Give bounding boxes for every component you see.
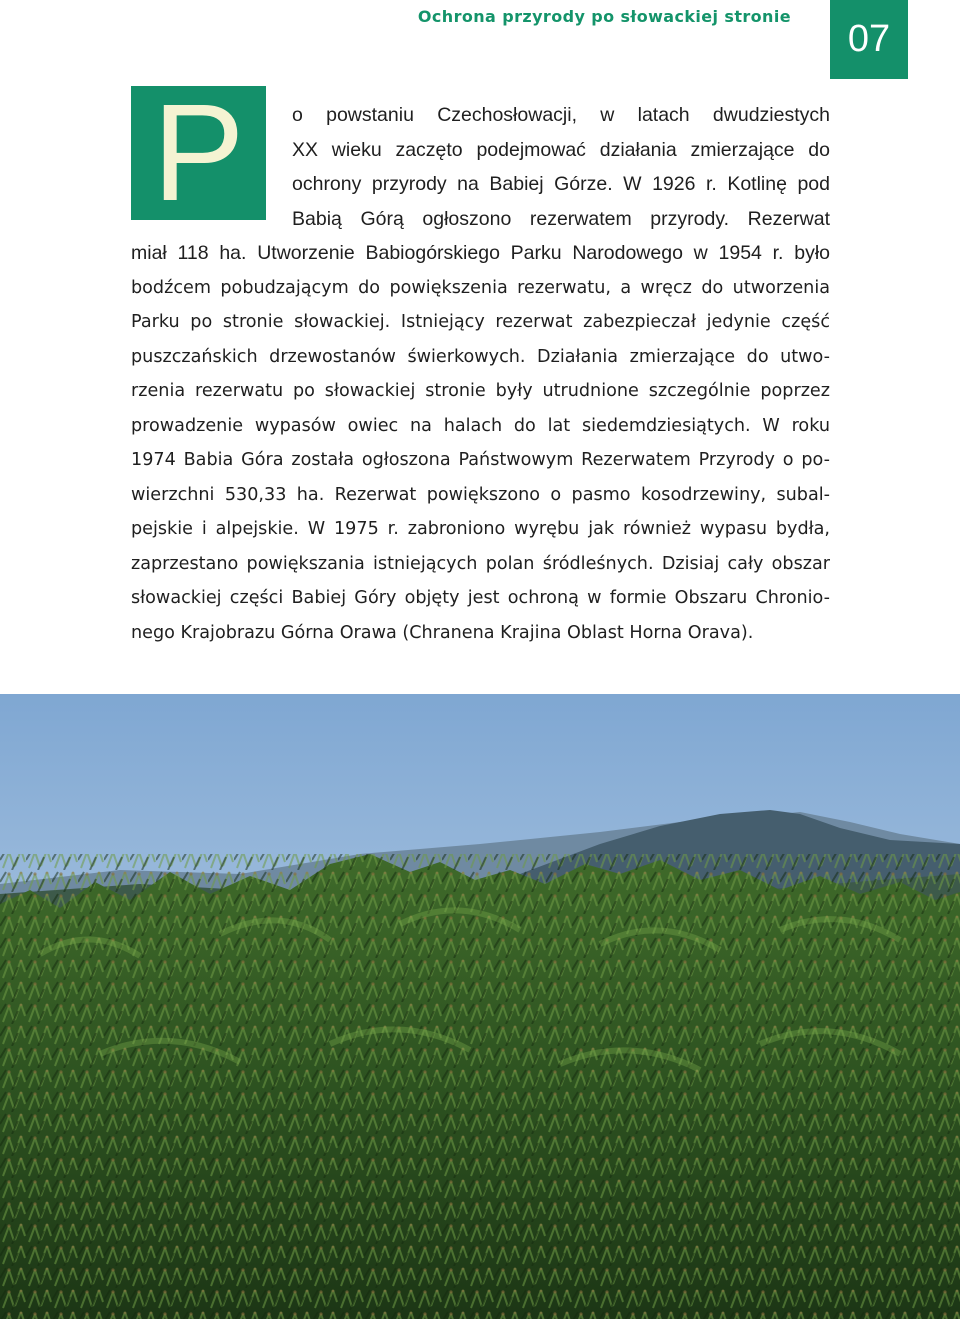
- article-line: wierzchni 530,33 ha. Rezerwat powiększono o pasmo kosodrzewiny, subal-: [131, 484, 830, 505]
- article-line: słowackiej części Babiej Góry objęty jest ochroną w formie Obszaru Chronio-: [131, 588, 830, 608]
- article-line: pejskie i alpejskie. W 1975 r. zabroniono wyrębu jak również wypasu bydła,: [131, 519, 830, 539]
- article-line: ochrony przyrody na Babiej Górze. W 1926 r. Kotlinę pod: [292, 173, 830, 195]
- article-line: Parku po stronie słowackiej. Istniejący rezerwat zabezpieczał jedynie część: [131, 312, 830, 332]
- page-number: 07: [847, 18, 891, 60]
- page-number-box: [830, 0, 908, 79]
- article-line: rzenia rezerwatu po słowackiej stronie były utrudnione szczególnie poprzez: [131, 381, 830, 401]
- article-line: prowadzenie wypasów owiec na halach do lat siedemdziesiątych. W roku: [131, 415, 830, 436]
- article-line: o powstaniu Czechosłowacji, w latach dwudziestych: [292, 104, 830, 126]
- mountain-landscape-photo: [0, 694, 960, 1319]
- article-line: 1974 Babia Góra została ogłoszona Państwowym Rezerwatem Przyrody o po-: [131, 450, 830, 470]
- running-header-title: Ochrona przyrody po słowackiej stronie: [417, 7, 791, 26]
- article-body: [131, 76, 830, 650]
- article-line: puszczańskich drzewostanów świerkowych. Działania zmierzające do utwo-: [131, 346, 830, 367]
- article-line: Babią Górą ogłoszono rezerwatem przyrody. Rezerwat: [292, 207, 830, 230]
- article-line: XX wieku zaczęto podejmować działania zmierzające do: [292, 138, 830, 161]
- article-line: nego Krajobrazu Górna Orawa (Chranena Krajina Oblast Horna Orava).: [131, 622, 754, 643]
- article-line: bodźcem pobudzającym do powiększenia rezerwatu, a wręcz do utworzenia: [131, 277, 830, 298]
- needle-texture: [0, 854, 960, 1319]
- dropcap: P: [131, 86, 266, 220]
- article-line: miał 118 ha. Utworzenie Babiogórskiego Parku Narodowego w 1954 r. było: [131, 242, 830, 264]
- article-line: zaprzestano powiększania istniejących polan śródleśnych. Dzisiaj cały obszar: [131, 553, 830, 574]
